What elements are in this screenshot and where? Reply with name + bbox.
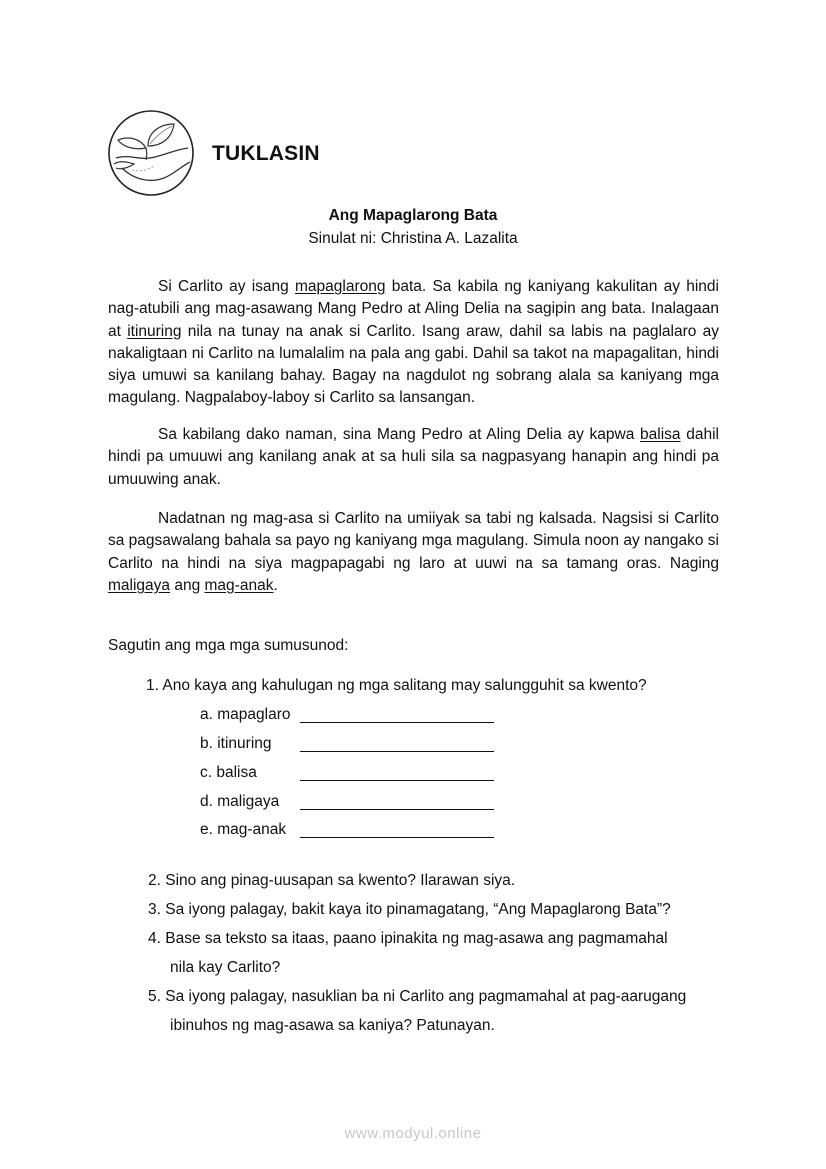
question-2: 2. Sino ang pinag-uusapan sa kwento? Ilarawan siya. (148, 872, 516, 889)
term-item (200, 735, 272, 753)
question-5-continued: ibinuhos ng mag-asawa sa kaniya? Patunayan. (170, 1017, 495, 1034)
answer-blank[interactable] (300, 751, 494, 752)
story-paragraph-2: Sa kabilang dako naman, sina Mang Pedro at Aling Delia ay kapwa balisa dahil hindi pa umuuwi ang kanilang anak at sa huli sila sa nagpasyang hanapin ang hindi pa umuuwing anak. (108, 426, 719, 488)
term-item (200, 706, 290, 724)
term-label: a. mapaglaro (200, 706, 291, 723)
underlined-word: mag-anak (204, 576, 274, 594)
question-4: 4. Base sa teksto sa itaas, paano ipinakita ng mag-asawa ang pagmamahal (148, 930, 668, 947)
underlined-word: maligaya (108, 576, 171, 594)
story-title: Ang Mapaglarong Bata (328, 207, 498, 224)
answer-blank[interactable] (300, 809, 494, 810)
term-label: d. maligaya (200, 793, 280, 810)
underlined-word: itinuring (127, 322, 182, 340)
story-paragraph-1: Si Carlito ay isang mapaglarong bata. Sa kabila ng kaniyang kakulitan ay hindi nag-atubili ang mag-asawang Mang Pedro at Aling Delia na sagipin ang bata. Inalagaan at itinuring nila na tunay na anak si Carlito. Isang araw, dahil sa labis na paglalaro ay nakaligtaan ni Carlito na lumalalim na pala ang gabi. Dahil sa takot na mapagalitan, hindi siya umuwi sa kanilang bahay. Bagay na nagdulot ng sobrang alala sa kaniyang mga magulang. Nagpalaboy-laboy si Carlito sa lansangan. (108, 278, 720, 407)
answer-blank[interactable] (300, 837, 494, 838)
term-label: e. mag-anak (200, 821, 287, 838)
question-5: 5. Sa iyong palagay, nasuklian ba ni Carlito ang pagmamahal at pag-aarugang (148, 988, 687, 1005)
exercise-instruction: Sagutin ang mga mga sumusunod: (108, 637, 349, 654)
section-title: TUKLASIN (212, 142, 320, 165)
underlined-word: mapaglarong (295, 278, 386, 295)
answer-blank[interactable] (300, 722, 494, 723)
underlined-word: balisa (640, 426, 681, 443)
question-3: 3. Sa iyong palagay, bakit kaya ito pinamagatang, “Ang Mapaglarong Bata”? (148, 901, 671, 918)
question-list (148, 866, 720, 1040)
watermark: www.modyul.online (344, 1125, 482, 1142)
plant-in-hand-icon (104, 108, 200, 198)
question-4-continued: nila kay Carlito? (170, 959, 281, 976)
term-label: c. balisa (200, 764, 257, 781)
term-item (200, 764, 257, 782)
story-author: Sinulat ni: Christina A. Lazalita (308, 230, 518, 247)
term-item (200, 821, 286, 839)
story-paragraph-3: Nadatnan ng mag-asa si Carlito na umiiyak sa tabi ng kalsada. Nagsisi si Carlito sa pagsawalang bahala sa payo ng kaniyang mga magulang. Simula noon ay nangako si Carlito na hindi na siya magpapagabi ng laro at uuwi na sa tamang oras. Naging maligaya ang mag-anak. (108, 510, 719, 594)
answer-blank[interactable] (300, 780, 494, 781)
term-item (200, 793, 279, 811)
question-1: 1. Ano kaya ang kahulugan ng mga salitang may salungguhit sa kwento? (146, 677, 647, 694)
term-label: b. itinuring (200, 735, 272, 752)
